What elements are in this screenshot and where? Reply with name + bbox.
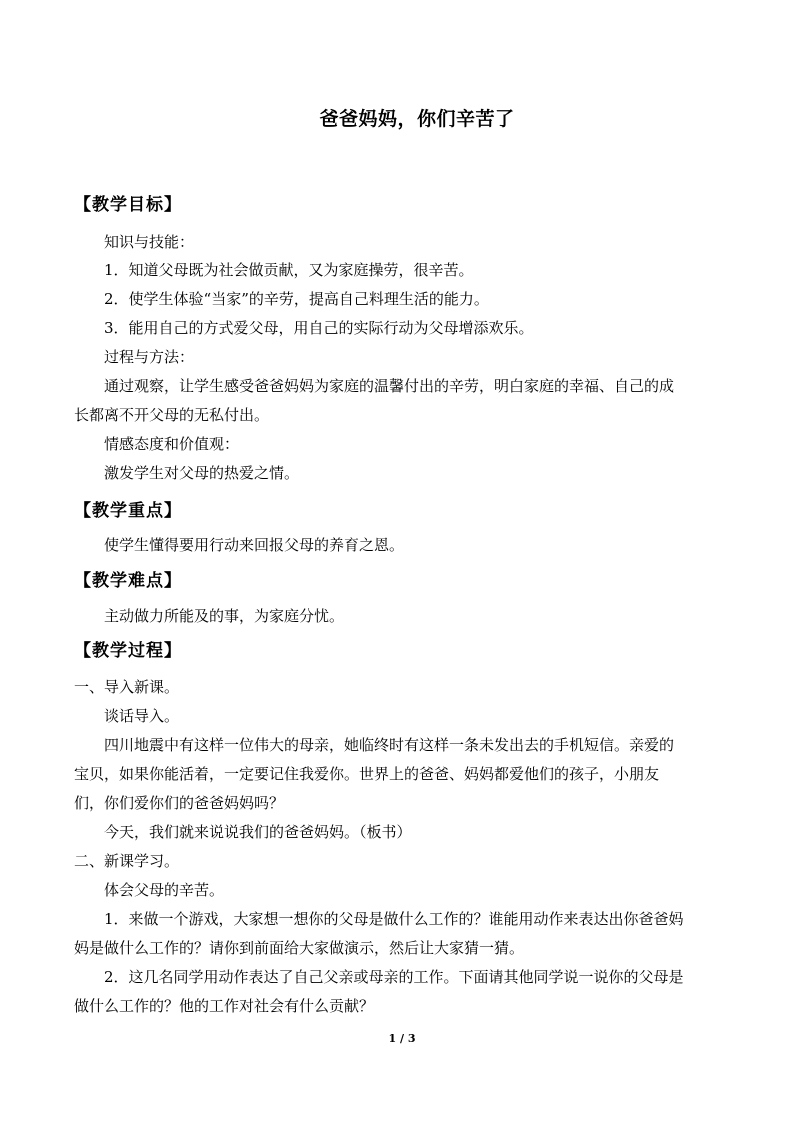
process-method-line-2: 长都离不开父母的无私付出。 [74,406,270,424]
part-1-paragraph-2: 今天，我们就来说说我们的爸爸妈妈。（板书） [104,823,412,841]
part-2-subtitle: 体会父母的辛苦。 [104,881,225,899]
heading-teaching-goals: 【教学目标】 [74,195,182,215]
part-1-title: 一、导入新课。 [74,678,180,696]
page-number: 1 / 3 [388,1032,416,1045]
knowledge-item-3: 3．能用自己的方式爱父母，用自己的实际行动为父母增添欢乐。 [104,319,534,337]
part-1-paragraph-line-2: 宝贝，如果你能活着，一定要记住我爱你。世界上的爸爸、妈妈都爱他们的孩子，小朋友 [74,765,660,783]
key-point-text: 使学生懂得要用行动来回报父母的养育之恩。 [104,536,405,554]
document-title: 爸爸妈妈，你们辛苦了 [319,108,515,130]
part-2-item-2-line-1: 2．这几名同学用动作表达了自己父亲或母亲的工作。下面请其他同学说一说你的父母是 [104,968,684,986]
part-1-paragraph-line-3: 们，你们爱你们的爸爸妈妈吗？ [74,794,285,812]
process-method-line-1: 通过观察，让学生感受爸爸妈妈为家庭的温馨付出的辛劳，明白家庭的幸福、自己的成 [104,377,675,395]
emotion-text: 激发学生对父母的热爱之情。 [104,464,300,482]
part-1-paragraph-line-1: 四川地震中有这样一位伟大的母亲，她临终时有这样一条未发出去的手机短信。亲爱的 [104,736,675,754]
process-method-label: 过程与方法： [104,348,195,366]
part-2-title: 二、新课学习。 [74,852,180,870]
heading-teaching-process: 【教学过程】 [74,641,182,661]
knowledge-item-2: 2．使学生体验“当家”的辛劳，提高自己料理生活的能力。 [104,290,489,308]
heading-key-point: 【教学重点】 [74,501,182,521]
knowledge-label: 知识与技能： [104,233,195,251]
part-2-item-1-line-1: 1．来做一个游戏，大家想一想你的父母是做什么工作的？谁能用动作来表达出你爸爸妈 [104,910,684,928]
difficulty-text: 主动做力所能及的事，为家庭分忧。 [104,607,345,625]
emotion-label: 情感态度和价值观： [104,435,240,453]
knowledge-item-1: 1．知道父母既为社会做贡献，又为家庭操劳，很辛苦。 [104,261,474,279]
part-2-item-1-line-2: 妈是做什么工作的？请你到前面给大家做演示，然后让大家猜一猜。 [74,939,525,957]
heading-difficulty: 【教学难点】 [74,571,182,591]
part-2-item-2-line-2: 做什么工作的？他的工作对社会有什么贡献？ [74,997,375,1015]
part-1-subtitle: 谈话导入。 [104,707,180,725]
